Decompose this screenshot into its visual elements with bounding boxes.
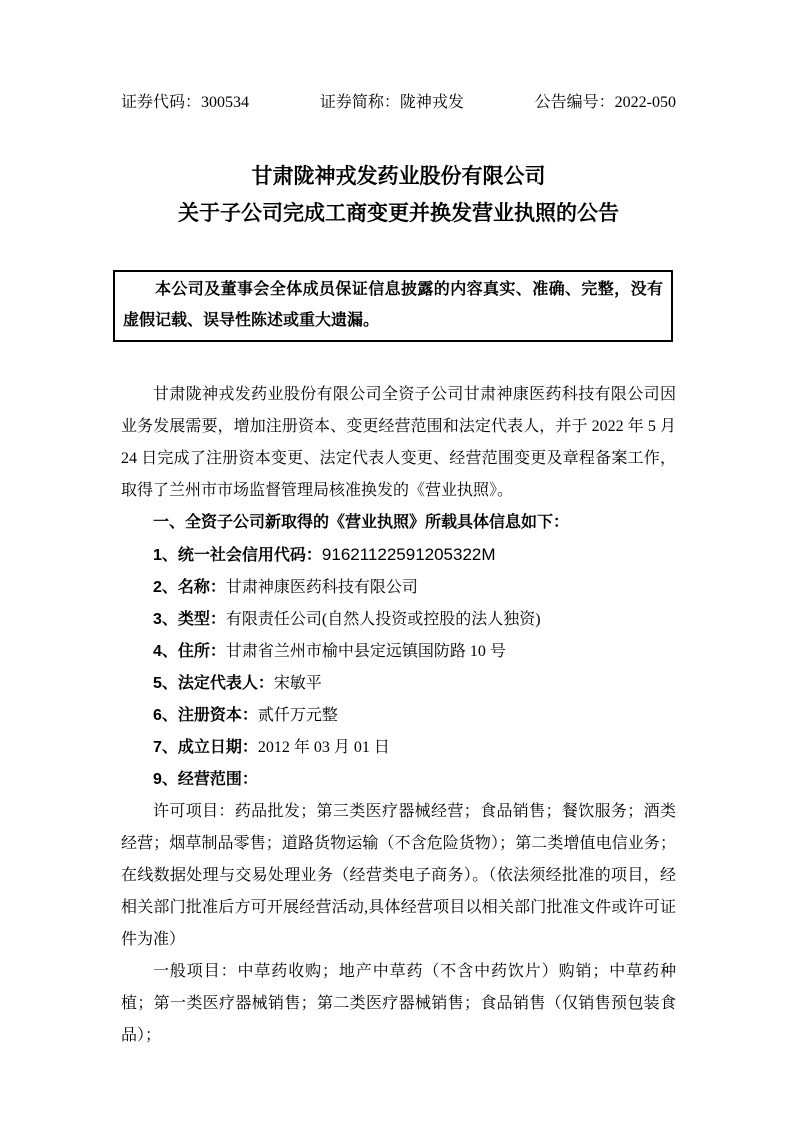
- stock-code: 证券代码：300534: [121, 94, 250, 111]
- license-item-label: 4、住所：: [153, 643, 226, 660]
- license-item-business-scope: [121, 764, 676, 796]
- document-title: [121, 158, 676, 232]
- license-item-label: 1、统一社会信用代码：: [153, 547, 322, 564]
- license-item-value: 有限责任公司(自然人投资或控股的法人独资): [225, 611, 541, 628]
- license-item-label: 6、注册资本：: [153, 707, 258, 724]
- license-item-label: 3、类型：: [153, 611, 226, 628]
- license-item-value: 甘肃神康医药科技有限公司: [225, 579, 418, 596]
- license-item-value: 宋敏平: [273, 675, 322, 692]
- disclosure-notice-box: [113, 270, 673, 342]
- license-item-label: 2、名称：: [153, 579, 226, 596]
- disclosure-notice-text: 本公司及董事会全体成员保证信息披露的内容真实、准确、完整，没有虚假记载、误导性陈述或重大遗漏。: [123, 281, 663, 329]
- license-item-address: [121, 636, 676, 668]
- license-item-name: [121, 572, 676, 604]
- license-item-label: 5、法定代表人：: [153, 675, 274, 692]
- announcement-number: 公告编号：2022-050: [534, 94, 676, 111]
- license-item-legal-representative: [121, 668, 676, 700]
- company-name-title: 甘肃陇神戎发药业股份有限公司: [251, 164, 546, 188]
- license-item-type: [121, 604, 676, 636]
- license-item-registered-capital: [121, 700, 676, 732]
- license-item-value: 甘肃省兰州市榆中县定远镇国防路 10 号: [225, 643, 506, 660]
- license-item-value: 贰仟万元整: [257, 707, 338, 724]
- announcement-subject-title: 关于子公司完成工商变更并换发营业执照的公告: [178, 201, 619, 225]
- license-item-credit-code: [121, 539, 676, 572]
- license-item-label: 7、成立日期：: [153, 739, 258, 756]
- section-heading: 一、全资子公司新取得的《营业执照》所载具体信息如下：: [153, 514, 570, 531]
- license-item-establish-date: [121, 732, 676, 764]
- scope-general-paragraph: 一般项目：中草药收购；地产中草药（不含中药饮片）购销；中草药种植；第一类医疗器械销售；第二类医疗器械销售；食品销售（仅销售预包装食品）；: [121, 963, 676, 1044]
- stock-abbr: 证券简称：陇神戎发: [319, 94, 464, 111]
- license-item-label: 9、经营范围：: [153, 771, 258, 788]
- document-header: [121, 93, 676, 113]
- license-item-value: 91621122591205322M: [321, 545, 496, 564]
- intro-paragraph: 甘肃陇神戎发药业股份有限公司全资子公司甘肃神康医药科技有限公司因业务发展需要，增加注册资本、变更经营范围和法定代表人，并于 2022 年 5 月 24 日完成了注册资本变更、法定代表人变更、经营范围变更及章程备案工作，取得了兰州市市场监督管理局核准换发的《营业执照》。: [121, 386, 676, 499]
- license-item-value: 2012 年 03 月 01 日: [257, 739, 390, 756]
- scope-licensed-paragraph: 许可项目：药品批发；第三类医疗器械经营；食品销售；餐饮服务；酒类经营；烟草制品零售；道路货物运输（不含危险货物）；第二类增值电信业务；在线数据处理与交易处理业务（经营类电子商务）。（依法须经批准的项目，经相关部门批准后方可开展经营活动,具体经营项目以相关部门批准文件或许可证件为准）: [121, 803, 676, 948]
